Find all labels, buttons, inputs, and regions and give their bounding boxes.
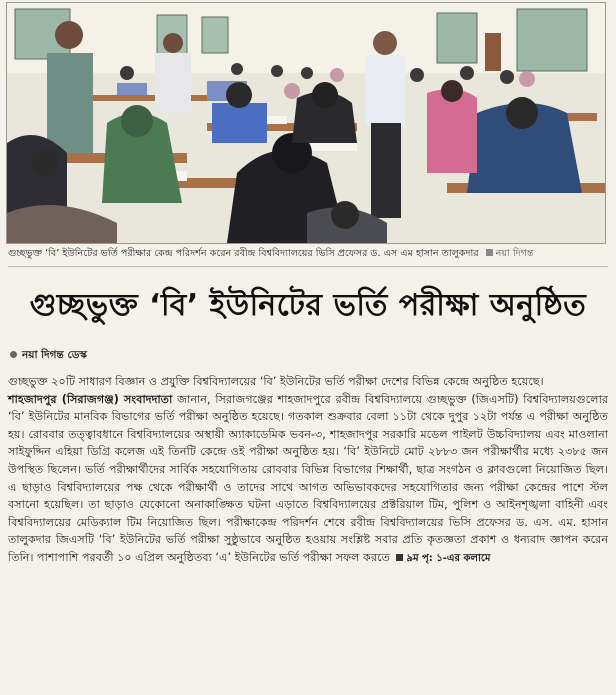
headline: গুচ্ছভুক্ত ‘বি’ ইউনিটের ভর্তি পরীক্ষা অনুষ্ঠিত bbox=[29, 288, 587, 323]
body-text: জানান, সিরাজগঞ্জের শাহজাদপুরে রবীন্দ্র বিশ্ববিদ্যালয়ে গুচ্ছভুক্ত (জিএসটি) বিশ্ববিদ্যালয়গুলোর ‘বি’ ইউনিটের মানবিক বিভাগের ভর্তি পরীক্ষা অনুষ্ঠিত হয়েছে। গতকাল শুক্রবার বেলা ১১টা থেকে দুপুর ১২টা পর্যন্ত এ পরীক্ষা অনুষ্ঠিত হয়। রোববার তত্ত্বাবধানে বিশ্ববিদ্যালয়ের অস্থায়ী অ্যাকাডেমিক ভবন-৩, শাহজাদপুর সরকারি মডেল পাইলট উচ্চবিদ্যালয় এবং মাওলানা সাইফুদ্দিন এহিয়া ডিগ্রি কলেজ এই তিনটি কেন্দ্রে ওই পরীক্ষা অনুষ্ঠিত হয়। ‘বি’ ইউনিটে মোট ২৮৮৩ জন পরীক্ষার্থীর মধ্যে ২৩৮৫ জন উপস্থিত ছিলেন। ভর্তি পরীক্ষার্থীদের সার্বিক সহযোগিতায় রোববার বিভিন্ন বিভাগের শিক্ষার্থী, ছাত্র সংগঠন ও ক্লাবগুলো নিয়োজিত ছিল। এ ছাড়াও বিশ্ববিদ্যালয়ের পক্ষ থেকে পরীক্ষার্থী ও তাদের সাথে আগত অভিভাবকদের সহযোগিতার জন্য পরীক্ষা কেন্দ্রের পাশে স্টল বসানো হয়েছিল। তা ছাড়াও যেকোনো অনাকাঙ্ক্ষিত ঘটনা এড়াতে বিশ্ববিদ্যালয়ের প্রক্টরিয়াল টিম, পুলিশ ও আইনশৃঙ্খলা বাহিনী এবং বিশ্ববিদ্যালয়ের মেডিক্যাল টিম নিয়োজিত ছিল। পরীক্ষাকেন্দ্র পরিদর্শন শেষে রবীন্দ্র বিশ্ববিদ্যালয়ের ভিসি প্রফেসর ড. এস. এম. হাসান তালুকদার জিএসটি ‘বি’ ইউনিটের ভর্তি পরীক্ষা সুষ্ঠুভাবে অনুষ্ঠিত হওয়ায় সংশ্লিষ্ট সবার প্রতি কৃতজ্ঞতা প্রকাশ ও ধন্যবাদ জ্ঞাপন করেন তিনি। পাশাপাশি পরবর্তী ১০ এপ্রিল অনুষ্ঠিতব্য ‘এ’ ইউনিটের ভর্তি পরীক্ষা সফল করতে bbox=[8, 392, 608, 564]
photo-caption bbox=[8, 246, 608, 262]
article-body bbox=[8, 373, 608, 568]
main-paragraph bbox=[8, 391, 608, 568]
continued-note bbox=[393, 553, 490, 564]
exam-hall-photo bbox=[6, 2, 606, 244]
divider bbox=[8, 266, 608, 267]
square-bullet-icon bbox=[396, 554, 403, 561]
continued-label: ৯ম পৃ: ১-এর কলামে bbox=[406, 552, 491, 564]
caption-text: গুচ্ছভুক্ত ‘বি’ ইউনিটের ভর্তি পরীক্ষার কেন্দ্র পরিদর্শন করেন রবীন্দ্র বিশ্ববিদ্যালয়ের ভিসি প্রফেসর ড. এস এম হাসান তালুকদার bbox=[8, 248, 479, 259]
desk-label: নয়া দিগন্ত ডেস্ক bbox=[22, 349, 87, 361]
intro-paragraph: গুচ্ছভুক্ত ২০টি সাধারণ বিজ্ঞান ও প্রযুক্তি বিশ্ববিদ্যালয়ের ‘বি’ ইউনিটের ভর্তি পরীক্ষা দেশের বিভিন্ন কেন্দ্রে অনুষ্ঠিত হয়েছে। bbox=[8, 375, 544, 388]
caption-source: নয়া দিগন্ত bbox=[495, 248, 534, 259]
bullet-dot-icon bbox=[10, 351, 17, 358]
square-bullet-icon bbox=[486, 249, 493, 256]
lead-correspondent: শাহজাদপুর (সিরাজগঞ্জ) সংবাদদাতা bbox=[8, 392, 173, 406]
byline-desk bbox=[10, 347, 87, 363]
